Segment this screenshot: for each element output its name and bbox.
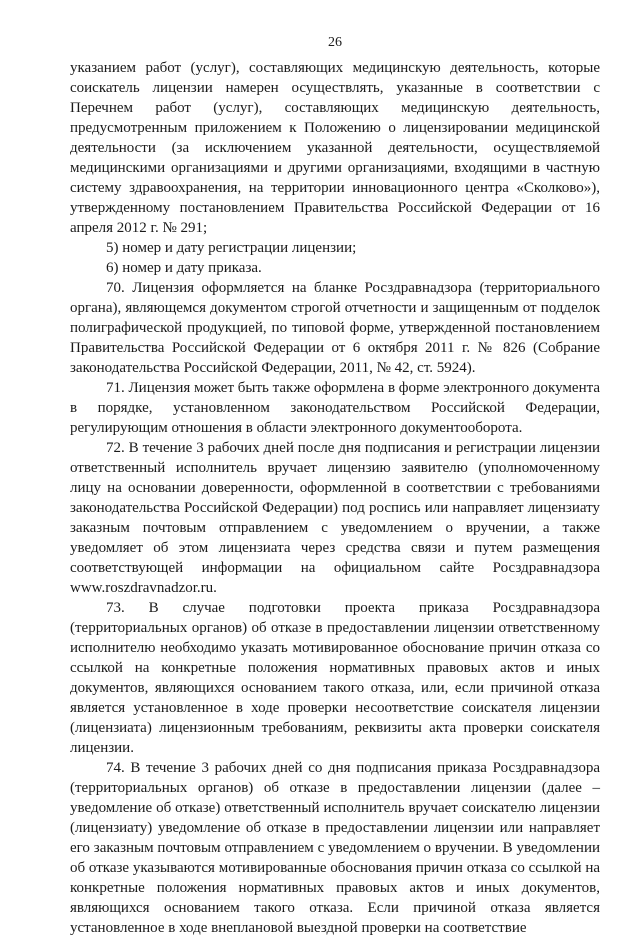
document-body: [70, 58, 600, 938]
list-item-5: 5) номер и дату регистрации лицензии;: [106, 240, 357, 256]
paragraph-71: 71. Лицензия может быть также оформлена в форме электронного документа в порядке, установленном законодательством Российской Федерации, регулирующим отношения в области электронного документооборота.: [70, 380, 600, 436]
list-item-6: 6) номер и дату приказа.: [106, 260, 262, 276]
paragraph-74: 74. В течение 3 рабочих дней со дня подписания приказа Росздравнадзора (территориальных органов) об отказе в предоставлении лицензии (далее – уведомление об отказе) ответственный исполнитель вручает соискателю лицензии (лицензиату) уведомление об отказе в предоставлении лицензии или направляет его заказным почтовым отправлением с уведомлением о вручении. В уведомлении об отказе указываются мотивированные обоснования причин отказа со ссылкой на конкретные положения нормативных правовых актов и иных документов, являющихся основанием такого отказа. Если причиной отказа является установленное в ходе внеплановой выездной проверки на соответствие: [70, 760, 600, 936]
paragraph-72: 72. В течение 3 рабочих дней после дня подписания и регистрации лицензии ответственный исполнитель вручает лицензию заявителю (уполномоченному лицу на основании доверенности, оформленной в соответствии с требованиями законодательства Российской Федерации) под роспись или направляет лицензиату заказным почтовым отправлением с уведомлением о вручении, а также уведомляет об этом лицензиата через средства связи и путем размещения соответствующей информации на официальном сайте Росздравнадзора www.roszdravnadzor.ru.: [70, 440, 600, 596]
document-page: [70, 0, 600, 936]
paragraph-70: 70. Лицензия оформляется на бланке Росздравнадзора (территориального органа), являющемся документом строгой отчетности и защищенным от подделок полиграфической продукцией, по типовой форме, утвержденной постановлением Правительства Российской Федерации от 6 октября 2011 г. № 826 (Собрание законодательства Российской Федерации, 2011, № 42, ст. 5924).: [70, 280, 600, 376]
paragraph-73: 73. В случае подготовки проекта приказа Росздравнадзора (территориальных органов) об отказе в предоставлении лицензии ответственному исполнителю необходимо указать мотивированное обоснование причин отказа со ссылкой на конкретные положения нормативных правовых актов и иных документов, являющихся основанием такого отказа, или, если причиной отказа является установленное в ходе проверки несоответствие соискателя лицензии (лицензиата) лицензионным требованиям, реквизиты акта проверки соискателя лицензии.: [70, 600, 600, 756]
page-number: 26: [328, 35, 342, 50]
paragraph-continuation: указанием работ (услуг), составляющих медицинскую деятельность, которые соискатель лицензии намерен осуществлять, указанные в соответствии с Перечнем работ (услуг), составляющих медицинскую деятельность, предусмотренным приложением к Положению о лицензировании медицинской деятельности (за исключением указанной деятельности, осуществляемой медицинскими организациями и другими организациями, входящими в частную систему здравоохранения, на территории инновационного центра «Сколково»), утвержденному постановлением Правительства Российской Федерации от 16 апреля 2012 г. № 291;: [70, 60, 600, 236]
